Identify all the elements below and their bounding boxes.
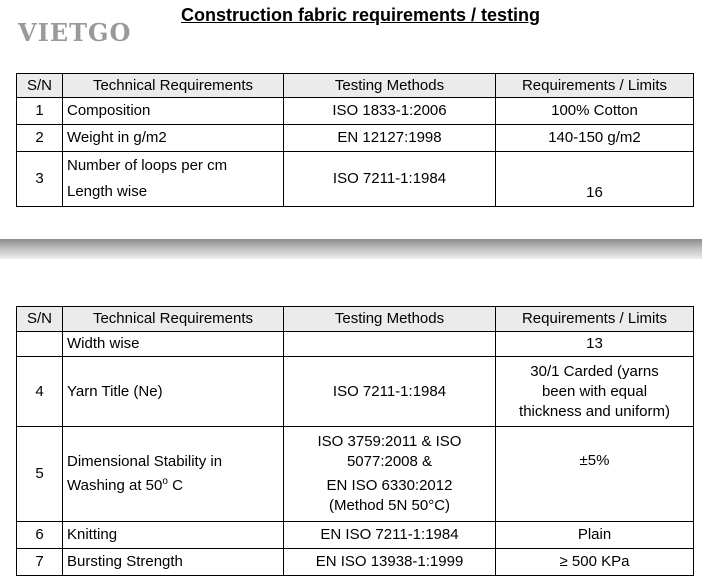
cell-requirement	[63, 152, 284, 207]
cell-method: ISO 7211-1:1984	[284, 152, 496, 207]
section-separator	[0, 239, 702, 259]
cell-method: EN ISO 7211-1:1984	[284, 522, 496, 549]
vietgo-logo: VIETGO	[18, 18, 132, 47]
limit-line: 30/1 Carded (yarns	[530, 362, 659, 380]
table-row	[17, 332, 694, 357]
header-technical-requirements: Technical Requirements	[63, 74, 284, 98]
page-title: Construction fabric requirements / testing	[181, 5, 541, 25]
cell-sn: 4	[17, 357, 63, 427]
header-testing-methods: Testing Methods	[284, 307, 496, 332]
cell-limit: Plain	[496, 522, 694, 549]
header-requirements-limits: Requirements / Limits	[496, 307, 694, 332]
cell-limit: 100% Cotton	[496, 98, 694, 125]
table-row	[17, 125, 694, 152]
header-requirements-limits: Requirements / Limits	[496, 74, 694, 98]
cell-method: EN ISO 13938-1:1999	[284, 549, 496, 576]
cell-sn: 7	[17, 549, 63, 576]
requirement-line: Dimensional Stability in	[67, 453, 223, 470]
cell-method	[284, 332, 496, 357]
limit-line: thickness and uniform)	[519, 402, 670, 420]
header-sn: S/N	[17, 74, 63, 98]
requirements-table-2	[16, 306, 694, 576]
requirement-text: Washing at 50	[67, 477, 163, 494]
cell-sn: 2	[17, 125, 63, 152]
table-row	[17, 427, 694, 522]
cell-method: ISO 7211-1:1984	[284, 357, 496, 427]
cell-requirement: Bursting Strength	[63, 549, 284, 576]
method-line: ISO 3759:2011 & ISO	[317, 433, 462, 450]
requirement-line	[67, 472, 279, 496]
method-line: EN ISO 6330:2012	[326, 477, 453, 494]
requirements-table-1	[16, 73, 694, 207]
table-row	[17, 152, 694, 207]
cell-requirement: Knitting	[63, 522, 284, 549]
cell-limit: ≥ 500 KPa	[496, 549, 694, 576]
cell-limit: ±5%	[496, 427, 694, 522]
limit-line: been with equal	[541, 382, 648, 400]
requirement-unit: C	[167, 477, 183, 494]
header-sn: S/N	[17, 307, 63, 332]
table-row	[17, 549, 694, 576]
cell-method: ISO 1833-1:2006	[284, 98, 496, 125]
cell-requirement	[63, 427, 284, 522]
table-row	[17, 98, 694, 125]
cell-requirement: Composition	[63, 98, 284, 125]
header-testing-methods: Testing Methods	[284, 74, 496, 98]
cell-limit: 140-150 g/m2	[496, 125, 694, 152]
cell-limit: 16	[496, 152, 694, 207]
cell-sn: 3	[17, 152, 63, 207]
table-row	[17, 522, 694, 549]
degree-superscript: o	[162, 476, 168, 487]
cell-sn: 5	[17, 427, 63, 522]
cell-sn	[17, 332, 63, 357]
cell-requirement: Width wise	[63, 332, 284, 357]
cell-sn: 6	[17, 522, 63, 549]
cell-requirement: Weight in g/m2	[63, 125, 284, 152]
cell-method: EN 12127:1998	[284, 125, 496, 152]
requirement-line: Number of loops per cm	[67, 157, 228, 174]
table-header-row	[17, 307, 694, 332]
cell-sn: 1	[17, 98, 63, 125]
method-line: 5077:2008 &	[346, 453, 433, 470]
requirement-line: Length wise	[67, 183, 148, 200]
method-line: (Method 5N 50°C)	[328, 497, 451, 514]
cell-requirement: Yarn Title (Ne)	[63, 357, 284, 427]
cell-limit	[496, 357, 694, 427]
table-row	[17, 357, 694, 427]
header-technical-requirements: Technical Requirements	[63, 307, 284, 332]
cell-method	[284, 427, 496, 522]
cell-limit: 13	[496, 332, 694, 357]
table-header-row	[17, 74, 694, 98]
